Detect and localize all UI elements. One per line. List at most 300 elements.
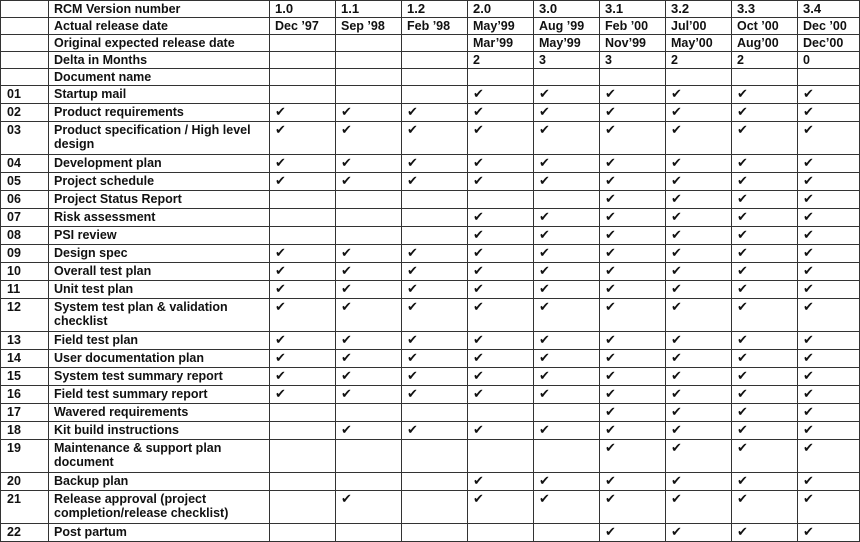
check-cell <box>402 332 468 350</box>
checkmark-icon: ✔ <box>605 441 616 456</box>
checkmark-icon: ✔ <box>473 387 484 402</box>
check-cell <box>798 263 860 281</box>
header-row-actual-release <box>1 18 860 35</box>
check-cell <box>270 524 336 542</box>
check-cell <box>402 422 468 440</box>
document-id: 15 <box>1 368 49 386</box>
check-cell <box>468 440 534 473</box>
check-cell <box>732 281 798 299</box>
checkmark-icon: ✔ <box>407 300 418 315</box>
document-name: System test summary report <box>49 368 270 386</box>
document-id: 18 <box>1 422 49 440</box>
check-cell <box>666 368 732 386</box>
check-cell <box>600 473 666 491</box>
check-cell <box>732 86 798 104</box>
check-cell <box>270 422 336 440</box>
document-name: Design spec <box>49 245 270 263</box>
checkmark-icon: ✔ <box>671 369 682 384</box>
checkmark-icon: ✔ <box>671 441 682 456</box>
empty-cell <box>732 69 798 86</box>
checkmark-icon: ✔ <box>539 87 550 102</box>
checkmark-icon: ✔ <box>671 87 682 102</box>
checkmark-icon: ✔ <box>737 423 748 438</box>
check-cell <box>666 422 732 440</box>
check-cell <box>732 440 798 473</box>
document-row <box>1 440 860 473</box>
document-id: 05 <box>1 173 49 191</box>
expected-release-cell <box>336 35 402 52</box>
document-id: 06 <box>1 191 49 209</box>
checkmark-icon: ✔ <box>275 123 286 138</box>
checkmark-icon: ✔ <box>275 246 286 261</box>
check-cell <box>666 281 732 299</box>
checkmark-icon: ✔ <box>605 525 616 540</box>
check-cell <box>600 281 666 299</box>
check-cell <box>732 422 798 440</box>
document-id: 20 <box>1 473 49 491</box>
check-cell <box>402 173 468 191</box>
check-cell <box>336 227 402 245</box>
check-cell <box>468 227 534 245</box>
checkmark-icon: ✔ <box>671 492 682 507</box>
check-cell <box>534 122 600 155</box>
document-id: 21 <box>1 491 49 524</box>
checkmark-icon: ✔ <box>539 387 550 402</box>
version-cell: 3.4 <box>798 1 860 18</box>
checkmark-icon: ✔ <box>737 228 748 243</box>
check-cell <box>666 386 732 404</box>
check-cell <box>336 386 402 404</box>
checkmark-icon: ✔ <box>605 333 616 348</box>
check-cell <box>534 227 600 245</box>
checkmark-icon: ✔ <box>671 192 682 207</box>
document-row <box>1 173 860 191</box>
expected-release-cell <box>270 35 336 52</box>
document-row <box>1 386 860 404</box>
check-cell <box>402 227 468 245</box>
empty-cell <box>468 69 534 86</box>
document-row <box>1 299 860 332</box>
checkmark-icon: ✔ <box>473 264 484 279</box>
check-cell <box>270 155 336 173</box>
check-cell <box>468 422 534 440</box>
checkmark-icon: ✔ <box>341 123 352 138</box>
checkmark-icon: ✔ <box>473 228 484 243</box>
check-cell <box>336 422 402 440</box>
check-cell <box>798 173 860 191</box>
checkmark-icon: ✔ <box>605 192 616 207</box>
checkmark-icon: ✔ <box>341 282 352 297</box>
checkmark-icon: ✔ <box>671 123 682 138</box>
checkmark-icon: ✔ <box>671 282 682 297</box>
document-name: Product requirements <box>49 104 270 122</box>
check-cell <box>270 86 336 104</box>
checkmark-icon: ✔ <box>737 369 748 384</box>
checkmark-icon: ✔ <box>737 192 748 207</box>
check-cell <box>270 281 336 299</box>
check-cell <box>270 245 336 263</box>
check-cell <box>402 350 468 368</box>
checkmark-icon: ✔ <box>803 492 814 507</box>
checkmark-icon: ✔ <box>473 282 484 297</box>
empty-cell <box>666 69 732 86</box>
check-cell <box>402 473 468 491</box>
check-cell <box>732 299 798 332</box>
check-cell <box>534 422 600 440</box>
empty-cell <box>534 69 600 86</box>
checkmark-icon: ✔ <box>671 246 682 261</box>
check-cell <box>600 209 666 227</box>
check-cell <box>732 122 798 155</box>
document-name: Startup mail <box>49 86 270 104</box>
check-cell <box>600 86 666 104</box>
check-cell <box>468 122 534 155</box>
checkmark-icon: ✔ <box>605 282 616 297</box>
checkmark-icon: ✔ <box>473 333 484 348</box>
document-id: 07 <box>1 209 49 227</box>
checkmark-icon: ✔ <box>539 492 550 507</box>
checkmark-icon: ✔ <box>803 156 814 171</box>
delta-months-cell <box>402 52 468 69</box>
checkmark-icon: ✔ <box>341 387 352 402</box>
check-cell <box>534 86 600 104</box>
checkmark-icon: ✔ <box>473 246 484 261</box>
check-cell <box>402 245 468 263</box>
checkmark-icon: ✔ <box>539 369 550 384</box>
version-cell: 1.1 <box>336 1 402 18</box>
expected-release-cell <box>402 35 468 52</box>
check-cell <box>336 473 402 491</box>
checkmark-icon: ✔ <box>737 282 748 297</box>
document-row <box>1 104 860 122</box>
checkmark-icon: ✔ <box>407 369 418 384</box>
checkmark-icon: ✔ <box>539 210 550 225</box>
check-cell <box>402 386 468 404</box>
check-cell <box>336 440 402 473</box>
check-cell <box>798 524 860 542</box>
checkmark-icon: ✔ <box>605 264 616 279</box>
check-cell <box>798 386 860 404</box>
check-cell <box>534 350 600 368</box>
check-cell <box>270 104 336 122</box>
checkmark-icon: ✔ <box>671 333 682 348</box>
check-cell <box>534 299 600 332</box>
checkmark-icon: ✔ <box>803 351 814 366</box>
check-cell <box>666 227 732 245</box>
check-cell <box>798 422 860 440</box>
document-name: Maintenance & support plan document <box>49 440 270 473</box>
check-cell <box>534 209 600 227</box>
check-cell <box>468 86 534 104</box>
document-id: 10 <box>1 263 49 281</box>
check-cell <box>336 191 402 209</box>
check-cell <box>600 299 666 332</box>
expected-release-cell: Mar’99 <box>468 35 534 52</box>
check-cell <box>534 332 600 350</box>
document-id: 12 <box>1 299 49 332</box>
empty-cell <box>402 69 468 86</box>
checkmark-icon: ✔ <box>803 300 814 315</box>
document-id: 13 <box>1 332 49 350</box>
check-cell <box>336 155 402 173</box>
check-cell <box>534 368 600 386</box>
document-name: Field test summary report <box>49 386 270 404</box>
checkmark-icon: ✔ <box>407 282 418 297</box>
check-cell <box>732 263 798 281</box>
check-cell <box>336 368 402 386</box>
actual-release-cell: Feb ’00 <box>600 18 666 35</box>
check-cell <box>732 386 798 404</box>
document-name: Unit test plan <box>49 281 270 299</box>
checkmark-icon: ✔ <box>539 333 550 348</box>
check-cell <box>534 404 600 422</box>
checkmark-icon: ✔ <box>803 282 814 297</box>
checkmark-icon: ✔ <box>803 228 814 243</box>
delta-months-cell: 2 <box>732 52 798 69</box>
checkmark-icon: ✔ <box>407 123 418 138</box>
document-row <box>1 368 860 386</box>
document-name: Backup plan <box>49 473 270 491</box>
checkmark-icon: ✔ <box>737 492 748 507</box>
check-cell <box>666 263 732 281</box>
check-cell <box>798 473 860 491</box>
check-cell <box>732 155 798 173</box>
document-row <box>1 155 860 173</box>
check-cell <box>600 332 666 350</box>
checkmark-icon: ✔ <box>473 351 484 366</box>
checkmark-icon: ✔ <box>737 405 748 420</box>
checkmark-icon: ✔ <box>341 300 352 315</box>
check-cell <box>798 245 860 263</box>
checkmark-icon: ✔ <box>803 123 814 138</box>
expected-release-cell: May’99 <box>534 35 600 52</box>
header-id-cell <box>1 69 49 86</box>
check-cell <box>534 440 600 473</box>
checkmark-icon: ✔ <box>803 525 814 540</box>
checkmark-icon: ✔ <box>737 300 748 315</box>
header-row-version <box>1 1 860 18</box>
header-label-version: RCM Version number <box>49 1 270 18</box>
checkmark-icon: ✔ <box>275 351 286 366</box>
check-cell <box>666 350 732 368</box>
checkmark-icon: ✔ <box>605 228 616 243</box>
check-cell <box>468 350 534 368</box>
checkmark-icon: ✔ <box>473 300 484 315</box>
checkmark-icon: ✔ <box>737 474 748 489</box>
check-cell <box>270 332 336 350</box>
check-cell <box>600 440 666 473</box>
checkmark-icon: ✔ <box>605 123 616 138</box>
checkmark-icon: ✔ <box>539 228 550 243</box>
checkmark-icon: ✔ <box>275 105 286 120</box>
checkmark-icon: ✔ <box>539 246 550 261</box>
version-cell: 3.1 <box>600 1 666 18</box>
checkmark-icon: ✔ <box>473 105 484 120</box>
actual-release-cell: Aug ’99 <box>534 18 600 35</box>
document-row <box>1 209 860 227</box>
check-cell <box>468 155 534 173</box>
check-cell <box>732 227 798 245</box>
delta-months-cell <box>336 52 402 69</box>
checkmark-icon: ✔ <box>671 228 682 243</box>
checkmark-icon: ✔ <box>341 105 352 120</box>
checkmark-icon: ✔ <box>275 369 286 384</box>
checkmark-icon: ✔ <box>671 351 682 366</box>
header-id-cell <box>1 18 49 35</box>
document-name: Post partum <box>49 524 270 542</box>
checkmark-icon: ✔ <box>803 423 814 438</box>
checkmark-icon: ✔ <box>275 264 286 279</box>
expected-release-cell: Aug’00 <box>732 35 798 52</box>
document-id: 09 <box>1 245 49 263</box>
check-cell <box>798 281 860 299</box>
checkmark-icon: ✔ <box>671 474 682 489</box>
checkmark-icon: ✔ <box>407 156 418 171</box>
checkmark-icon: ✔ <box>539 264 550 279</box>
checkmark-icon: ✔ <box>803 441 814 456</box>
document-name: User documentation plan <box>49 350 270 368</box>
header-row-expected-release <box>1 35 860 52</box>
version-cell: 3.0 <box>534 1 600 18</box>
empty-cell <box>600 69 666 86</box>
check-cell <box>732 524 798 542</box>
check-cell <box>270 350 336 368</box>
checkmark-icon: ✔ <box>671 300 682 315</box>
check-cell <box>600 104 666 122</box>
check-cell <box>534 191 600 209</box>
header-id-cell <box>1 1 49 18</box>
check-cell <box>402 299 468 332</box>
checkmark-icon: ✔ <box>671 264 682 279</box>
check-cell <box>732 245 798 263</box>
checkmark-icon: ✔ <box>539 282 550 297</box>
check-cell <box>666 86 732 104</box>
check-cell <box>534 104 600 122</box>
document-name: Wavered requirements <box>49 404 270 422</box>
checkmark-icon: ✔ <box>605 105 616 120</box>
check-cell <box>534 386 600 404</box>
check-cell <box>534 524 600 542</box>
document-name: Product specification / High level design <box>49 122 270 155</box>
checkmark-icon: ✔ <box>737 174 748 189</box>
checkmark-icon: ✔ <box>275 156 286 171</box>
check-cell <box>468 173 534 191</box>
delta-months-cell: 3 <box>600 52 666 69</box>
checkmark-icon: ✔ <box>473 210 484 225</box>
document-row <box>1 122 860 155</box>
checkmark-icon: ✔ <box>407 174 418 189</box>
checkmark-icon: ✔ <box>275 387 286 402</box>
check-cell <box>798 332 860 350</box>
check-cell <box>798 404 860 422</box>
checkmark-icon: ✔ <box>671 423 682 438</box>
checkmark-icon: ✔ <box>539 123 550 138</box>
checkmark-icon: ✔ <box>341 156 352 171</box>
checkmark-icon: ✔ <box>605 87 616 102</box>
checkmark-icon: ✔ <box>605 423 616 438</box>
actual-release-cell: Dec ’97 <box>270 18 336 35</box>
checkmark-icon: ✔ <box>407 351 418 366</box>
version-cell: 3.3 <box>732 1 798 18</box>
check-cell <box>534 263 600 281</box>
expected-release-cell: Nov’99 <box>600 35 666 52</box>
checkmark-icon: ✔ <box>605 405 616 420</box>
checkmark-icon: ✔ <box>539 174 550 189</box>
checkmark-icon: ✔ <box>275 174 286 189</box>
check-cell <box>798 368 860 386</box>
check-cell <box>270 473 336 491</box>
check-cell <box>336 86 402 104</box>
checkmark-icon: ✔ <box>671 525 682 540</box>
check-cell <box>468 524 534 542</box>
check-cell <box>468 104 534 122</box>
check-cell <box>402 263 468 281</box>
header-row-document-name-header <box>1 69 860 86</box>
actual-release-cell: May’99 <box>468 18 534 35</box>
check-cell <box>798 440 860 473</box>
check-cell <box>468 245 534 263</box>
checkmark-icon: ✔ <box>737 210 748 225</box>
check-cell <box>798 209 860 227</box>
check-cell <box>732 332 798 350</box>
checkmark-icon: ✔ <box>539 351 550 366</box>
checkmark-icon: ✔ <box>473 423 484 438</box>
check-cell <box>402 104 468 122</box>
document-row <box>1 191 860 209</box>
checkmark-icon: ✔ <box>605 369 616 384</box>
checkmark-icon: ✔ <box>539 156 550 171</box>
check-cell <box>270 122 336 155</box>
checkmark-icon: ✔ <box>803 174 814 189</box>
check-cell <box>270 173 336 191</box>
checkmark-icon: ✔ <box>275 282 286 297</box>
check-cell <box>468 473 534 491</box>
matrix-body <box>1 1 860 542</box>
document-row <box>1 86 860 104</box>
check-cell <box>798 155 860 173</box>
document-row <box>1 422 860 440</box>
header-label-delta-months: Delta in Months <box>49 52 270 69</box>
document-name: Field test plan <box>49 332 270 350</box>
check-cell <box>666 524 732 542</box>
check-cell <box>336 524 402 542</box>
document-row <box>1 350 860 368</box>
check-cell <box>666 209 732 227</box>
checkmark-icon: ✔ <box>605 174 616 189</box>
check-cell <box>468 191 534 209</box>
check-cell <box>402 524 468 542</box>
checkmark-icon: ✔ <box>737 333 748 348</box>
check-cell <box>336 209 402 227</box>
checkmark-icon: ✔ <box>473 369 484 384</box>
check-cell <box>270 368 336 386</box>
document-id: 22 <box>1 524 49 542</box>
check-cell <box>666 404 732 422</box>
checkmark-icon: ✔ <box>341 264 352 279</box>
delta-months-cell: 0 <box>798 52 860 69</box>
check-cell <box>732 404 798 422</box>
document-name: Project Status Report <box>49 191 270 209</box>
check-cell <box>270 386 336 404</box>
delta-months-cell <box>270 52 336 69</box>
document-row <box>1 263 860 281</box>
delta-months-cell: 2 <box>666 52 732 69</box>
checkmark-icon: ✔ <box>341 423 352 438</box>
checkmark-icon: ✔ <box>407 387 418 402</box>
expected-release-cell: May’00 <box>666 35 732 52</box>
document-id: 04 <box>1 155 49 173</box>
check-cell <box>600 155 666 173</box>
